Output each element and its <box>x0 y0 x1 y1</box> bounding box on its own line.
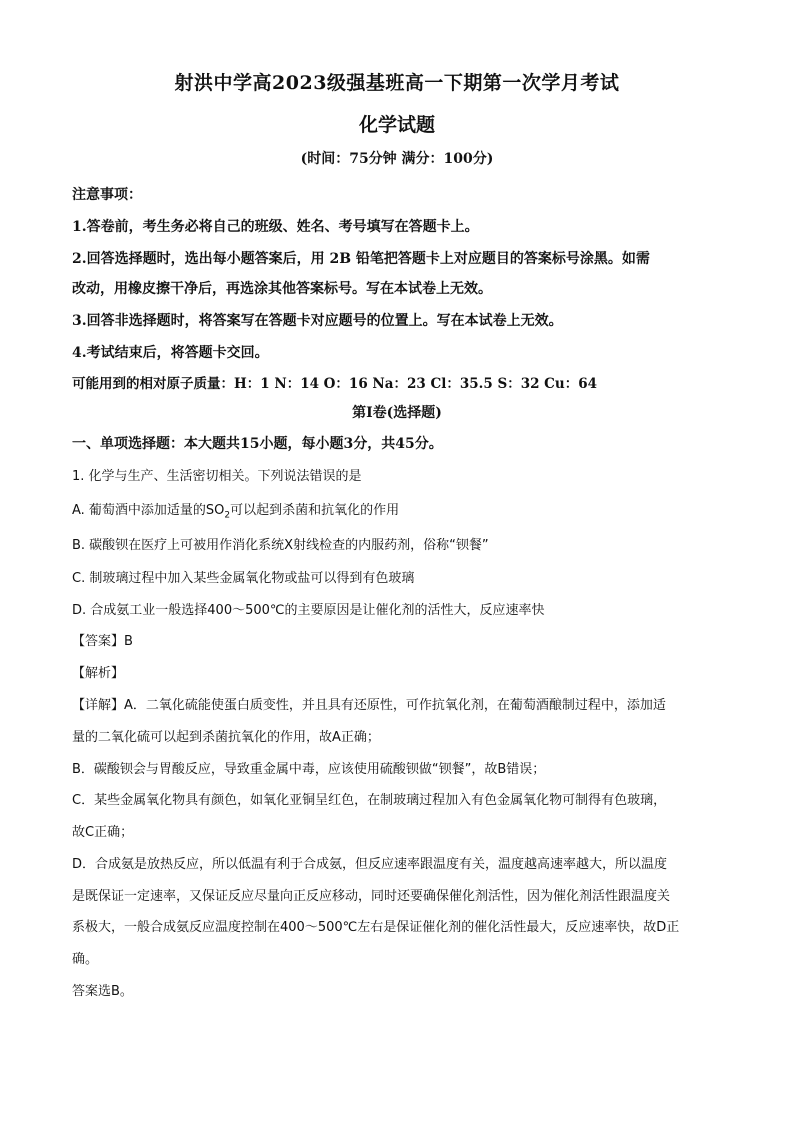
option-c: C. 制玻璃过程中加入某些金属氧化物或盐可以得到有色玻璃 <box>72 571 415 586</box>
option-d: D. 合成氨工业一般选择400～500℃的主要原因是让催化剂的活性大，反应速率快 <box>72 603 545 618</box>
detail-line-6: D．合成氨是放热反应，所以低温有利于合成氨，但反应速率跟温度有关，温度越高速率越大，所以温度 <box>72 857 668 872</box>
answer-conclusion: 答案选B。 <box>72 984 133 999</box>
question-stem: 1. 化学与生产、生活密切相关。下列说法错误的是 <box>72 469 362 484</box>
detail-line-8: 系极大，一般合成氨反应温度控制在400～500℃左右是保证催化剂的催化活性最大，反应速率快，故D正 <box>72 920 680 935</box>
detail-line-3: B．碳酸钡会与胃酸反应，导致重金属中毒，应该使用硫酸钡做“钡餐”，故B错误； <box>72 762 546 777</box>
notes-heading: 注意事项： <box>72 187 142 203</box>
atomic-masses: 可能用到的相对原子质量：H：1 N：14 O：16 Na：23 Cl：35.5 S：32 Cu：64 <box>72 376 598 392</box>
detail-line-1: 【详解】A．二氧化硫能使蛋白质变性，并且具有还原性，可作抗氧化剂，在葡萄酒酿制过程中，添加适 <box>72 698 666 713</box>
exam-title: 射洪中学高2023级强基班高一下期第一次学月考试 <box>174 72 620 94</box>
detail-line-2: 量的二氧化硫可以起到杀菌抗氧化的作用，故A正确； <box>72 730 380 745</box>
detail-line-5: 故C正确； <box>72 825 134 840</box>
note-item-2-continued: 改动，用橡皮擦干净后，再选涂其他答案标号。写在本试卷上无效。 <box>72 281 492 297</box>
analysis-tag: 【解析】 <box>72 666 125 681</box>
detail-line-7: 是既保证一定速率，又保证反应尽量向正反应移动，同时还要确保催化剂活性，因为催化剂活性跟温度关 <box>72 889 671 904</box>
detail-line-9: 确。 <box>72 952 99 967</box>
note-item-3: 3.回答非选择题时，将答案写在答题卡对应题号的位置上。写在本试卷上无效。 <box>72 313 563 329</box>
answer-tag: 【答案】B <box>72 634 133 649</box>
time-info: (时间：75分钟 满分：100分) <box>300 151 494 167</box>
option-a-text-rest: 可以起到杀菌和抗氧化的作用 <box>230 503 400 518</box>
part-heading: 一、单项选择题：本大题共15小题，每小题3分，共45分。 <box>72 436 443 452</box>
subject-title: 化学试题 <box>358 114 435 136</box>
volume-heading: 第Ⅰ卷(选择题) <box>352 405 442 421</box>
note-item-2: 2.回答选择题时，选出每小题答案后，用 2B 铅笔把答题卡上对应题目的答案标号涂黑。如需 <box>72 251 650 267</box>
note-item-4: 4.考试结束后，将答题卡交回。 <box>72 345 269 361</box>
option-b: B. 碳酸钡在医疗上可被用作消化系统X射线检查的内服药剂，俗称“钡餐” <box>72 538 489 553</box>
option-a-subscript: 2 <box>224 510 231 521</box>
note-item-1: 1.答卷前，考生务必将自己的班级、姓名、考号填写在答题卡上。 <box>72 219 479 235</box>
detail-line-4: C．某些金属氧化物具有颜色，如氧化亚铜呈红色，在制玻璃过程加入有色金属氧化物可制得有色玻璃， <box>72 793 667 808</box>
option-a <box>72 499 732 521</box>
option-a-text: A. 葡萄酒中添加适量的SO <box>72 503 225 518</box>
